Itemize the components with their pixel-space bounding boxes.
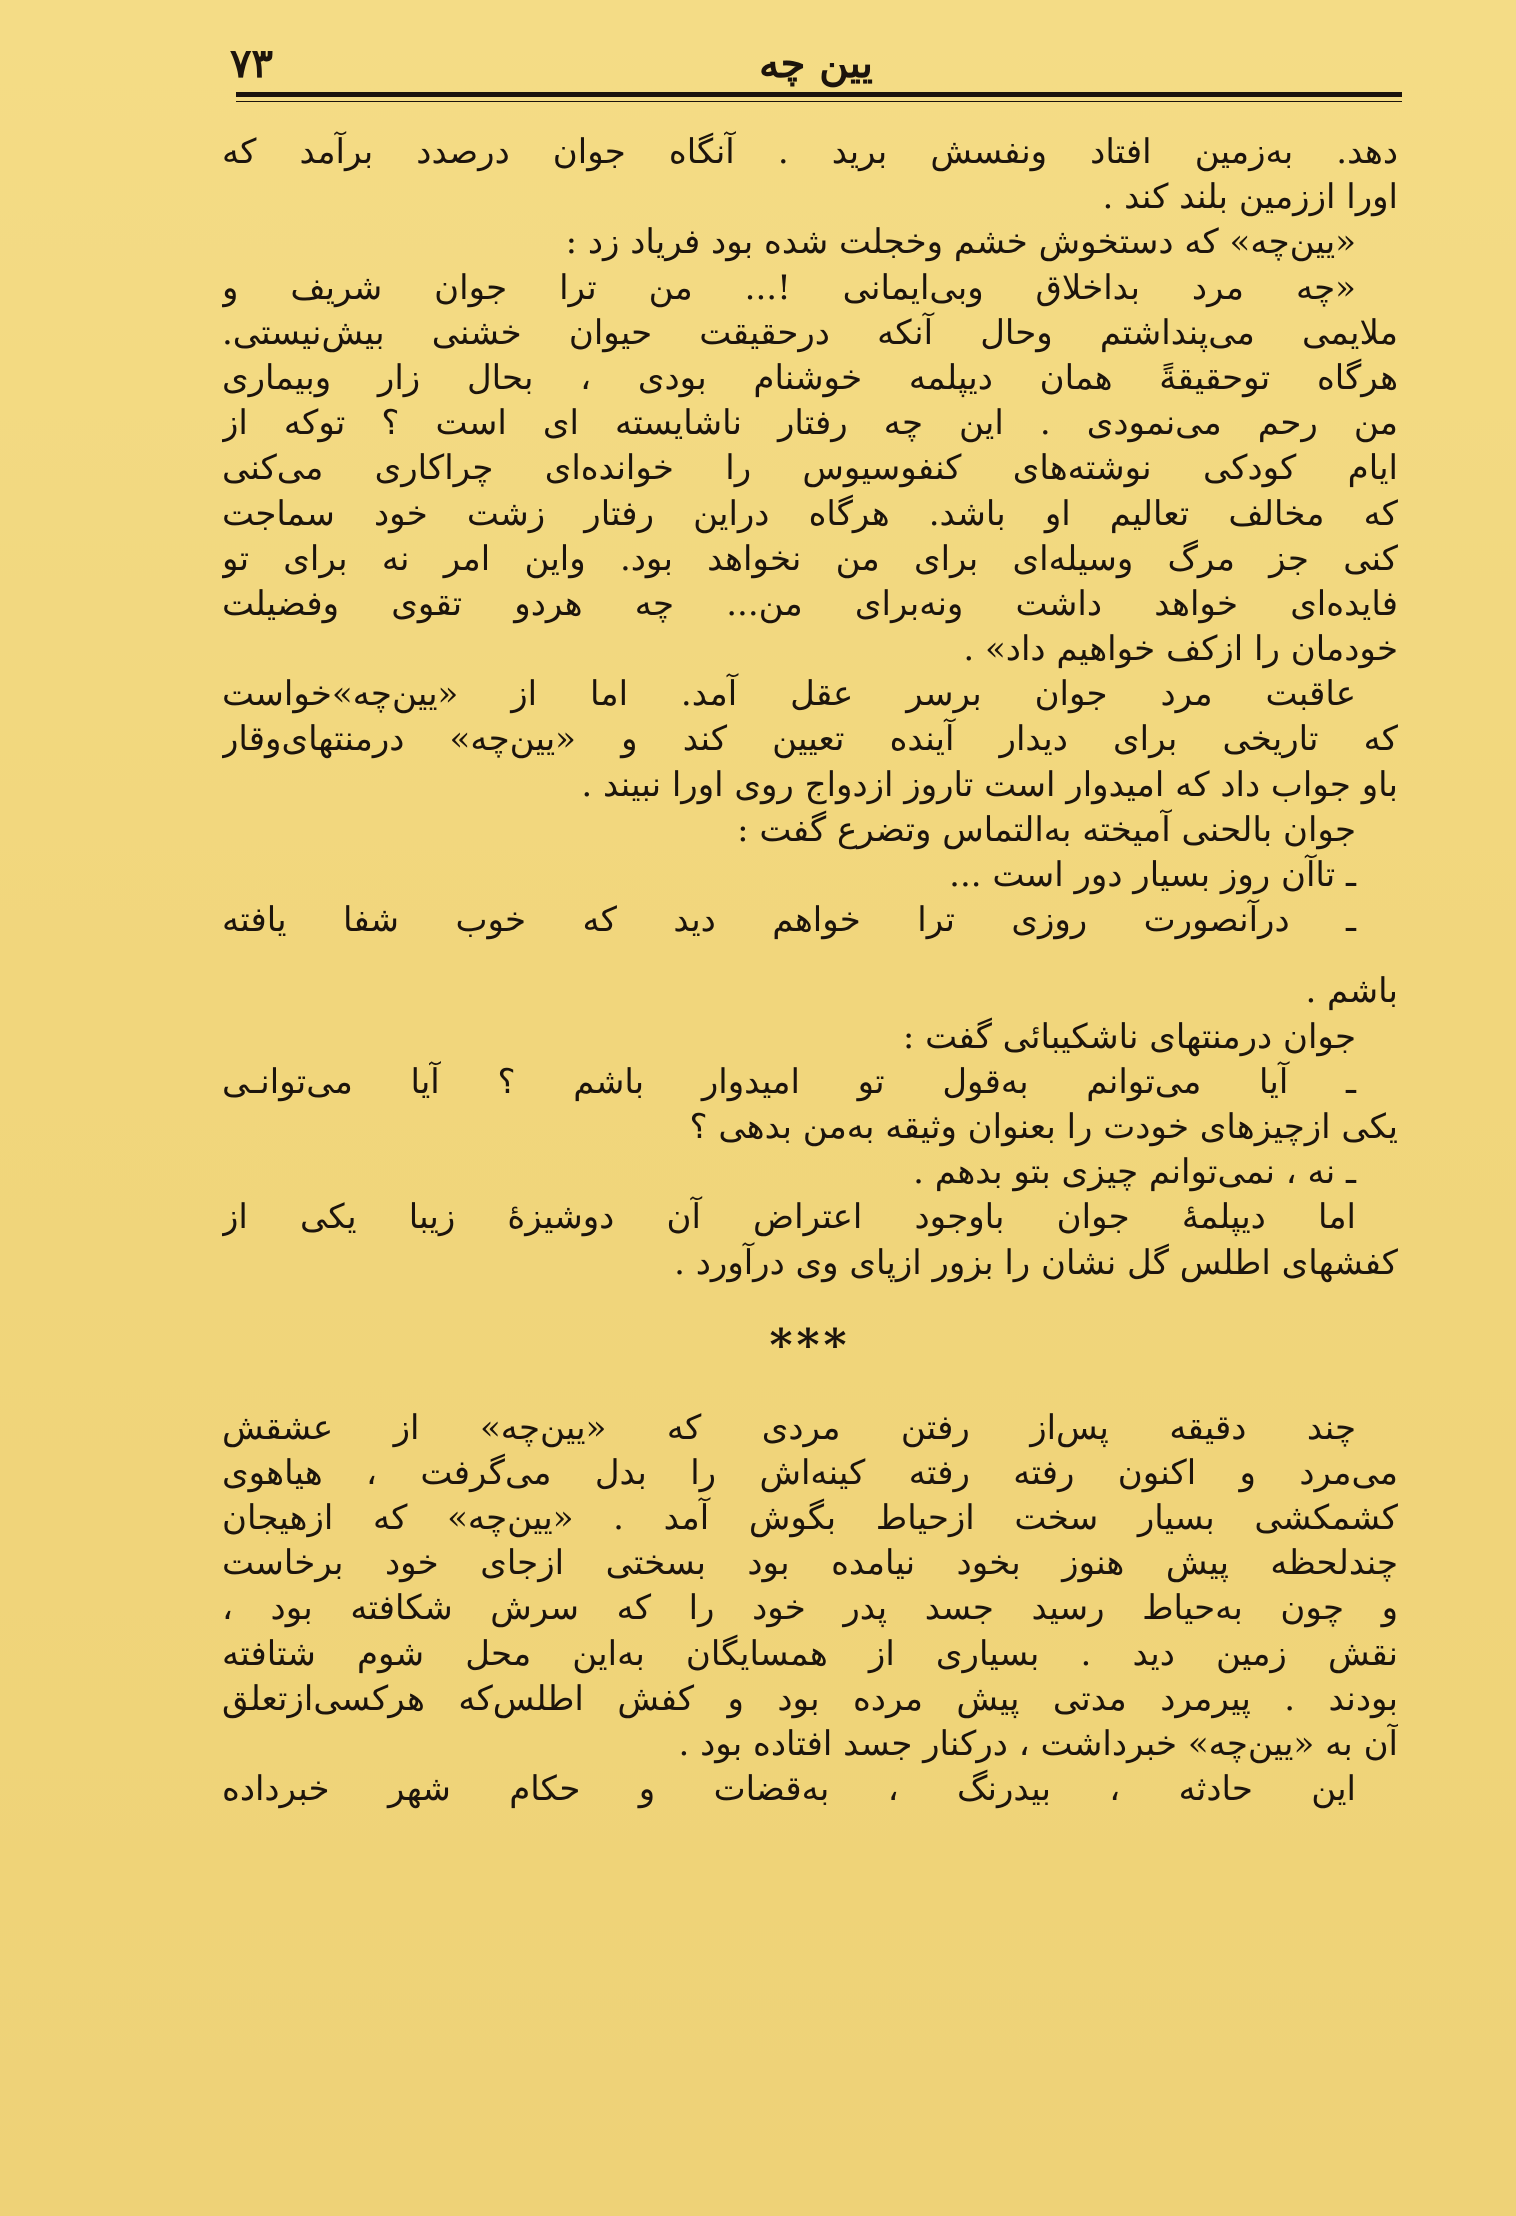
header-rule-thick [236, 92, 1402, 97]
text-line: فایده‌ای خواهد داشت ونه‌برای من... چه هردو تقوی وفضیلت [222, 583, 1398, 624]
text-line: «یین‌چه» که دستخوش خشم وخجلت شده بود فریاد زد : [565, 222, 1356, 263]
text-line: ـ درآنصورت روزی ترا خواهم دید که خوب شفا یافته [222, 900, 1356, 941]
header-rule-thin [236, 101, 1402, 102]
text-line: ـ تاآن روز بسیار دور است ... [949, 855, 1356, 895]
text-line: کنی جز مرگ وسیله‌ای برای من نخواهد بود. واین امر نه برای تو [222, 538, 1398, 579]
body-text [222, 130, 1398, 1812]
text-line: چند دقیقه پس‌از رفتن مردی که «یین‌چه» از عشقش [222, 1407, 1356, 1448]
running-title: یین چه [759, 40, 873, 87]
text-line: ملایمی می‌پنداشتم وحال آنکه درحقیقت حیوان خشنی بیش‌نیستی. [222, 312, 1398, 353]
text-line: چندلحظه پیش هنوز بخود نیامده بود بسختی ازجای خود برخاست [222, 1543, 1398, 1584]
text-line: آن به «یین‌چه» خبرداشت ، درکنار جسد افتاده بود . [678, 1724, 1398, 1764]
text-line: نقش زمین دید . بسیاری از همسایگان به‌این محل شوم شتافته [222, 1633, 1398, 1674]
text-line: اورا اززمین بلند کند . [1102, 177, 1398, 218]
text-line: «چه مرد بداخلاق وبی‌ایمانی !... من ترا جوان شریف و [222, 267, 1356, 308]
text-line: ایام کودکی نوشته‌های کنفوسیوس را خوانده‌ای چراکاری می‌کنی [222, 448, 1398, 489]
text-line: جوان بالحنی آمیخته به‌التماس وتضرع گفت : [737, 809, 1356, 850]
text-line: اما دیپلمهٔ جوان باوجود اعتراض آن دوشیزهٔ زیبا یکی از [222, 1197, 1356, 1238]
text-line: این حادثه ، بیدرنگ ، به‌قضات و حکام شهر خبرداده [222, 1769, 1356, 1810]
text-line: باو جواب داد که امیدوار است تاروز ازدواج روی اورا نبیند . [581, 764, 1398, 805]
text-line: جوان درمنتهای ناشکیبائی گفت : [902, 1016, 1356, 1057]
text-line: هرگاه توحقیقةً همان دیپلمه خوشنام بودی ، بحال زار وبیماری [222, 357, 1398, 398]
text-line: که تاریخی برای دیدار آینده تعیین کند و «یین‌چه» درمنتهای‌وقار [222, 719, 1398, 760]
text-line: کشمکشی بسیار سخت ازحیاط بگوش آمد . «یین‌چه» که ازهیجان [222, 1498, 1398, 1539]
section-two [222, 1406, 1398, 1813]
text-line: ـ آیا می‌توانم به‌قول تو امیدوار باشم ؟ آیا می‌توانـی [222, 1061, 1356, 1102]
text-line: باشم . [1305, 971, 1398, 1012]
text-line: و چون به‌حیاط رسید جسد پدر خود را که سرش شکافته بود ، [222, 1588, 1398, 1629]
text-line: بودند . پیرمرد مدتی پیش مرده بود و کفش اطلس‌که هرکسی‌ازتعلق [222, 1678, 1398, 1719]
running-head [230, 36, 1402, 96]
section-separator: *** [769, 1319, 851, 1371]
text-line: خودمان را ازکف خواهیم داد» . [963, 629, 1398, 670]
text-line: ـ نه ، نمی‌توانم چیزی بتو بدهم . [913, 1152, 1356, 1193]
page-number: ۷۳ [230, 40, 273, 87]
text-line: من رحم می‌نمودی . این چه رفتار ناشایسته ای است ؟ توکه از [222, 403, 1398, 444]
section-one [222, 130, 1398, 1286]
text-line: یکی ازچیزهای خودت را بعنوان وثیقه به‌من بدهی ؟ [689, 1106, 1398, 1147]
text-line: می‌مرد و اکنون رفته رفته کینه‌اش را بدل می‌گرفت ، هیاهوی [222, 1452, 1398, 1493]
text-line: دهد. به‌زمین افتاد ونفسش برید . آنگاه جوان درصدد برآمد که [222, 132, 1398, 172]
text-line: که مخالف تعالیم او باشد. هرگاه دراین رفتار زشت خود سماجت [222, 493, 1398, 534]
text-line: کفشهای اطلس گل نشان را بزور ازپای وی درآورد . [674, 1242, 1398, 1283]
text-line: عاقبت مرد جوان برسر عقل آمد. اما از «یین‌چه»خواست [222, 674, 1356, 715]
